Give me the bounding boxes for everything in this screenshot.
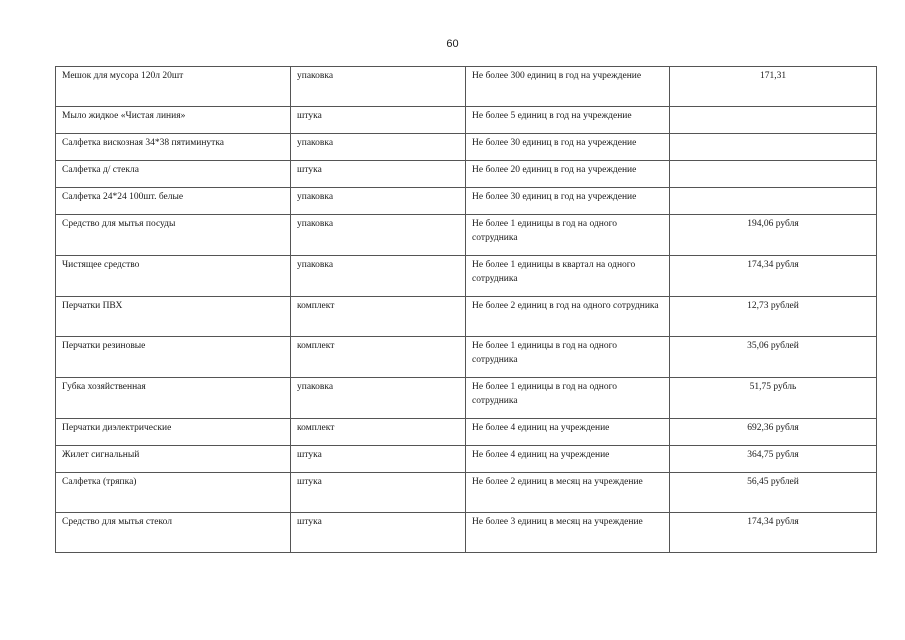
table-row — [56, 446, 877, 473]
price-cell: 51,75 рубль — [670, 378, 877, 419]
norm-cell: Не более 3 единиц в месяц на учреждение — [466, 513, 670, 553]
price-cell: 174,34 рубля — [670, 256, 877, 297]
price-cell: 174,34 рубля — [670, 513, 877, 553]
item-name-cell: Средство для мытья стекол — [56, 513, 291, 553]
norm-cell: Не более 1 единицы в год на одного сотрудника — [466, 215, 670, 256]
table-row — [56, 134, 877, 161]
table-row — [56, 473, 877, 513]
item-name-cell: Салфетка д/ стекла — [56, 161, 291, 188]
norm-cell: Не более 30 единиц в год на учреждение — [466, 188, 670, 215]
price-cell: 12,73 рублей — [670, 297, 877, 337]
item-name-cell: Чистящее средство — [56, 256, 291, 297]
unit-cell: упаковка — [291, 188, 466, 215]
norms-table — [55, 66, 877, 553]
table-row — [56, 513, 877, 553]
norm-cell: Не более 2 единиц в год на одного сотрудника — [466, 297, 670, 337]
unit-cell: упаковка — [291, 256, 466, 297]
item-name-cell: Жилет сигнальный — [56, 446, 291, 473]
price-cell — [670, 188, 877, 215]
norm-cell: Не более 20 единиц в год на учреждение — [466, 161, 670, 188]
item-name-cell: Перчатки диэлектрические — [56, 419, 291, 446]
norm-cell: Не более 5 единиц в год на учреждение — [466, 107, 670, 134]
norm-cell: Не более 2 единиц в месяц на учреждение — [466, 473, 670, 513]
table-row — [56, 188, 877, 215]
price-cell — [670, 134, 877, 161]
price-cell: 171,31 — [670, 67, 877, 107]
unit-cell: комплект — [291, 419, 466, 446]
table-row — [56, 297, 877, 337]
price-cell: 194,06 рубля — [670, 215, 877, 256]
item-name-cell: Салфетка (тряпка) — [56, 473, 291, 513]
page-number: 60 — [446, 38, 459, 50]
unit-cell: штука — [291, 446, 466, 473]
item-name-cell: Перчатки ПВХ — [56, 297, 291, 337]
norms-table-body — [56, 67, 877, 553]
item-name-cell: Перчатки резиновые — [56, 337, 291, 378]
norm-cell: Не более 4 единиц на учреждение — [466, 419, 670, 446]
unit-cell: комплект — [291, 337, 466, 378]
table-row — [56, 107, 877, 134]
table-row — [56, 419, 877, 446]
unit-cell: упаковка — [291, 378, 466, 419]
norm-cell: Не более 30 единиц в год на учреждение — [466, 134, 670, 161]
item-name-cell: Салфетка вискозная 34*38 пятиминутка — [56, 134, 291, 161]
norm-cell: Не более 300 единиц в год на учреждение — [466, 67, 670, 107]
table-row — [56, 161, 877, 188]
price-cell: 364,75 рубля — [670, 446, 877, 473]
unit-cell: комплект — [291, 297, 466, 337]
table-row — [56, 337, 877, 378]
unit-cell: упаковка — [291, 215, 466, 256]
unit-cell: штука — [291, 107, 466, 134]
table-row — [56, 67, 877, 107]
item-name-cell: Мыло жидкое «Чистая линия» — [56, 107, 291, 134]
table-row — [56, 256, 877, 297]
norm-cell: Не более 1 единицы в квартал на одного сотрудника — [466, 256, 670, 297]
unit-cell: штука — [291, 513, 466, 553]
unit-cell: штука — [291, 161, 466, 188]
item-name-cell: Мешок для мусора 120л 20шт — [56, 67, 291, 107]
unit-cell: штука — [291, 473, 466, 513]
table-row — [56, 215, 877, 256]
price-cell — [670, 161, 877, 188]
item-name-cell: Средство для мытья посуды — [56, 215, 291, 256]
price-cell — [670, 107, 877, 134]
item-name-cell: Губка хозяйственная — [56, 378, 291, 419]
price-cell: 35,06 рублей — [670, 337, 877, 378]
norm-cell: Не более 1 единицы в год на одного сотрудника — [466, 378, 670, 419]
norm-cell: Не более 4 единиц на учреждение — [466, 446, 670, 473]
table-row — [56, 378, 877, 419]
price-cell: 56,45 рублей — [670, 473, 877, 513]
price-cell: 692,36 рубля — [670, 419, 877, 446]
item-name-cell: Салфетка 24*24 100шт. белые — [56, 188, 291, 215]
unit-cell: упаковка — [291, 67, 466, 107]
norm-cell: Не более 1 единицы в год на одного сотрудника — [466, 337, 670, 378]
unit-cell: упаковка — [291, 134, 466, 161]
